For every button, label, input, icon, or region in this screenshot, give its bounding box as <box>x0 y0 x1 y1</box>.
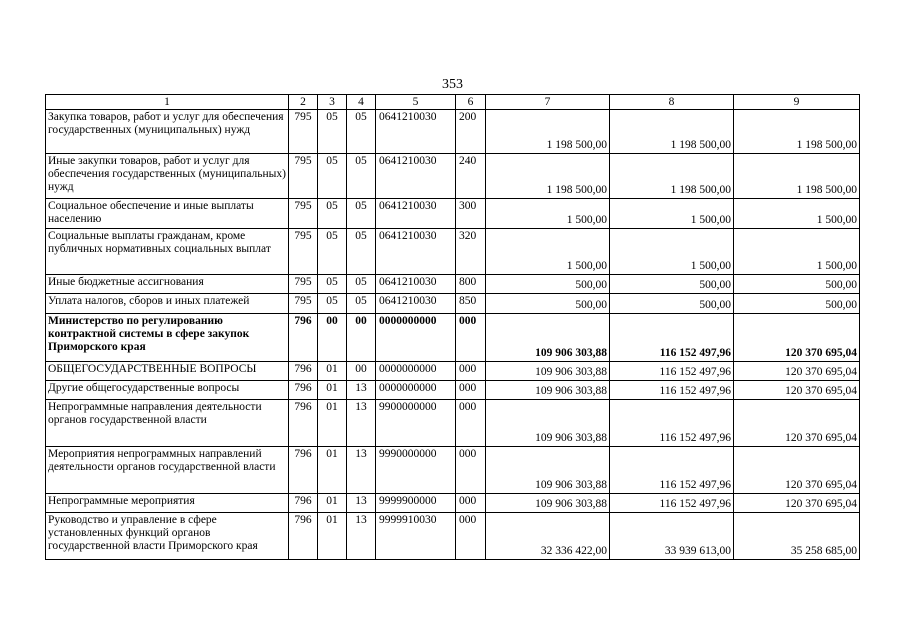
column-header: 5 <box>376 95 456 110</box>
row-code-expense-type: 200 <box>456 110 486 154</box>
row-code-target: 0641210030 <box>376 110 456 154</box>
row-amount-col8: 116 152 497,96 <box>610 314 734 362</box>
row-code-section: 01 <box>318 447 347 494</box>
row-code-target: 0641210030 <box>376 199 456 229</box>
row-code-section: 01 <box>318 381 347 400</box>
row-code-section: 05 <box>318 294 347 314</box>
row-code-subsection: 05 <box>347 275 376 294</box>
row-name: ОБЩЕГОСУДАРСТВЕННЫЕ ВОПРОСЫ <box>46 362 289 381</box>
row-amount-col7: 1 198 500,00 <box>486 154 610 199</box>
row-name: Иные бюджетные ассигнования <box>46 275 289 294</box>
row-amount-col8: 116 152 497,96 <box>610 400 734 447</box>
row-amount-col7: 1 198 500,00 <box>486 110 610 154</box>
row-amount-col8: 500,00 <box>610 275 734 294</box>
row-code-target: 9999900000 <box>376 494 456 513</box>
table-row <box>46 400 860 447</box>
row-code-ministry: 796 <box>289 381 318 400</box>
row-code-section: 05 <box>318 154 347 199</box>
row-code-expense-type: 000 <box>456 381 486 400</box>
row-code-target: 0000000000 <box>376 362 456 381</box>
column-header: 1 <box>46 95 289 110</box>
table-row <box>46 229 860 275</box>
row-amount-col9: 120 370 695,04 <box>734 381 860 400</box>
column-header: 2 <box>289 95 318 110</box>
row-amount-col9: 500,00 <box>734 294 860 314</box>
row-amount-col7: 109 906 303,88 <box>486 447 610 494</box>
table-row <box>46 154 860 199</box>
row-name: Мероприятия непрограммных направлений деятельности органов государственной власти <box>46 447 289 494</box>
row-code-ministry: 795 <box>289 199 318 229</box>
table-row <box>46 275 860 294</box>
table-row <box>46 110 860 154</box>
row-code-target: 0641210030 <box>376 154 456 199</box>
row-code-expense-type: 000 <box>456 494 486 513</box>
row-amount-col7: 109 906 303,88 <box>486 381 610 400</box>
row-code-ministry: 795 <box>289 294 318 314</box>
row-code-subsection: 13 <box>347 494 376 513</box>
row-amount-col9: 120 370 695,04 <box>734 494 860 513</box>
row-code-ministry: 795 <box>289 229 318 275</box>
table-row <box>46 362 860 381</box>
row-code-ministry: 796 <box>289 494 318 513</box>
row-code-expense-type: 000 <box>456 513 486 560</box>
row-code-section: 05 <box>318 229 347 275</box>
row-amount-col8: 1 500,00 <box>610 229 734 275</box>
row-code-subsection: 05 <box>347 229 376 275</box>
row-amount-col8: 116 152 497,96 <box>610 381 734 400</box>
row-code-section: 05 <box>318 275 347 294</box>
page-number: 353 <box>442 77 463 92</box>
row-code-section: 01 <box>318 494 347 513</box>
row-amount-col8: 33 939 613,00 <box>610 513 734 560</box>
row-code-target: 0641210030 <box>376 229 456 275</box>
row-code-subsection: 00 <box>347 314 376 362</box>
row-amount-col7: 109 906 303,88 <box>486 314 610 362</box>
row-code-target: 0000000000 <box>376 314 456 362</box>
row-amount-col8: 116 152 497,96 <box>610 494 734 513</box>
row-code-section: 01 <box>318 513 347 560</box>
table-row-ministry <box>46 314 860 362</box>
row-amount-col9: 120 370 695,04 <box>734 362 860 381</box>
row-code-expense-type: 240 <box>456 154 486 199</box>
column-header: 7 <box>486 95 610 110</box>
row-code-subsection: 13 <box>347 400 376 447</box>
table-row <box>46 447 860 494</box>
row-code-section: 05 <box>318 110 347 154</box>
row-code-expense-type: 320 <box>456 229 486 275</box>
column-header: 3 <box>318 95 347 110</box>
row-code-section: 01 <box>318 362 347 381</box>
row-amount-col9: 1 500,00 <box>734 199 860 229</box>
row-amount-col9: 1 198 500,00 <box>734 110 860 154</box>
row-code-subsection: 13 <box>347 513 376 560</box>
table-row <box>46 199 860 229</box>
row-amount-col9: 120 370 695,04 <box>734 400 860 447</box>
row-code-ministry: 796 <box>289 362 318 381</box>
row-amount-col8: 1 198 500,00 <box>610 154 734 199</box>
row-code-target: 0641210030 <box>376 275 456 294</box>
row-name: Министерство по регулированию контрактной системы в сфере закупок Приморского края <box>46 314 289 362</box>
row-name: Руководство и управление в сфере установленных функций органов государственной власти Приморского края <box>46 513 289 560</box>
row-code-expense-type: 000 <box>456 314 486 362</box>
row-code-subsection: 00 <box>347 362 376 381</box>
row-name: Социальные выплаты гражданам, кроме публичных нормативных социальных выплат <box>46 229 289 275</box>
row-code-expense-type: 850 <box>456 294 486 314</box>
row-amount-col7: 1 500,00 <box>486 199 610 229</box>
row-code-ministry: 795 <box>289 154 318 199</box>
row-code-ministry: 796 <box>289 513 318 560</box>
row-code-section: 00 <box>318 314 347 362</box>
row-amount-col8: 116 152 497,96 <box>610 362 734 381</box>
row-code-subsection: 13 <box>347 381 376 400</box>
column-header: 8 <box>610 95 734 110</box>
row-name: Непрограммные направления деятельности органов государственной власти <box>46 400 289 447</box>
row-code-ministry: 796 <box>289 400 318 447</box>
row-amount-col8: 116 152 497,96 <box>610 447 734 494</box>
table-row <box>46 494 860 513</box>
row-code-subsection: 05 <box>347 199 376 229</box>
row-name: Социальное обеспечение и иные выплаты населению <box>46 199 289 229</box>
row-code-section: 01 <box>318 400 347 447</box>
row-amount-col7: 500,00 <box>486 294 610 314</box>
row-code-ministry: 796 <box>289 447 318 494</box>
row-name: Закупка товаров, работ и услуг для обеспечения государственных (муниципальных) нужд <box>46 110 289 154</box>
row-code-ministry: 795 <box>289 275 318 294</box>
row-code-subsection: 05 <box>347 294 376 314</box>
row-amount-col9: 120 370 695,04 <box>734 314 860 362</box>
row-code-expense-type: 000 <box>456 447 486 494</box>
row-code-section: 05 <box>318 199 347 229</box>
row-amount-col9: 120 370 695,04 <box>734 447 860 494</box>
column-header: 9 <box>734 95 860 110</box>
row-name: Иные закупки товаров, работ и услуг для обеспечения государственных (муниципальных) нужд <box>46 154 289 199</box>
row-amount-col8: 1 500,00 <box>610 199 734 229</box>
row-amount-col7: 1 500,00 <box>486 229 610 275</box>
header-row <box>46 95 860 110</box>
row-amount-col7: 500,00 <box>486 275 610 294</box>
row-amount-col7: 109 906 303,88 <box>486 362 610 381</box>
row-amount-col7: 109 906 303,88 <box>486 400 610 447</box>
row-code-expense-type: 000 <box>456 400 486 447</box>
row-amount-col9: 1 198 500,00 <box>734 154 860 199</box>
row-code-ministry: 795 <box>289 110 318 154</box>
row-amount-col8: 500,00 <box>610 294 734 314</box>
budget-table <box>45 94 860 560</box>
row-code-target: 0641210030 <box>376 294 456 314</box>
row-amount-col7: 109 906 303,88 <box>486 494 610 513</box>
table-row <box>46 513 860 560</box>
row-amount-col9: 1 500,00 <box>734 229 860 275</box>
row-code-expense-type: 800 <box>456 275 486 294</box>
column-header: 6 <box>456 95 486 110</box>
row-code-subsection: 05 <box>347 110 376 154</box>
row-amount-col9: 500,00 <box>734 275 860 294</box>
row-name: Уплата налогов, сборов и иных платежей <box>46 294 289 314</box>
row-code-subsection: 05 <box>347 154 376 199</box>
table-row <box>46 294 860 314</box>
row-code-target: 9990000000 <box>376 447 456 494</box>
row-name: Другие общегосударственные вопросы <box>46 381 289 400</box>
row-code-ministry: 796 <box>289 314 318 362</box>
row-amount-col9: 35 258 685,00 <box>734 513 860 560</box>
row-code-target: 9900000000 <box>376 400 456 447</box>
row-code-target: 9999910030 <box>376 513 456 560</box>
row-amount-col7: 32 336 422,00 <box>486 513 610 560</box>
row-code-target: 0000000000 <box>376 381 456 400</box>
column-header: 4 <box>347 95 376 110</box>
row-code-expense-type: 300 <box>456 199 486 229</box>
row-code-subsection: 13 <box>347 447 376 494</box>
row-code-expense-type: 000 <box>456 362 486 381</box>
table-row <box>46 381 860 400</box>
row-amount-col8: 1 198 500,00 <box>610 110 734 154</box>
row-name: Непрограммные мероприятия <box>46 494 289 513</box>
